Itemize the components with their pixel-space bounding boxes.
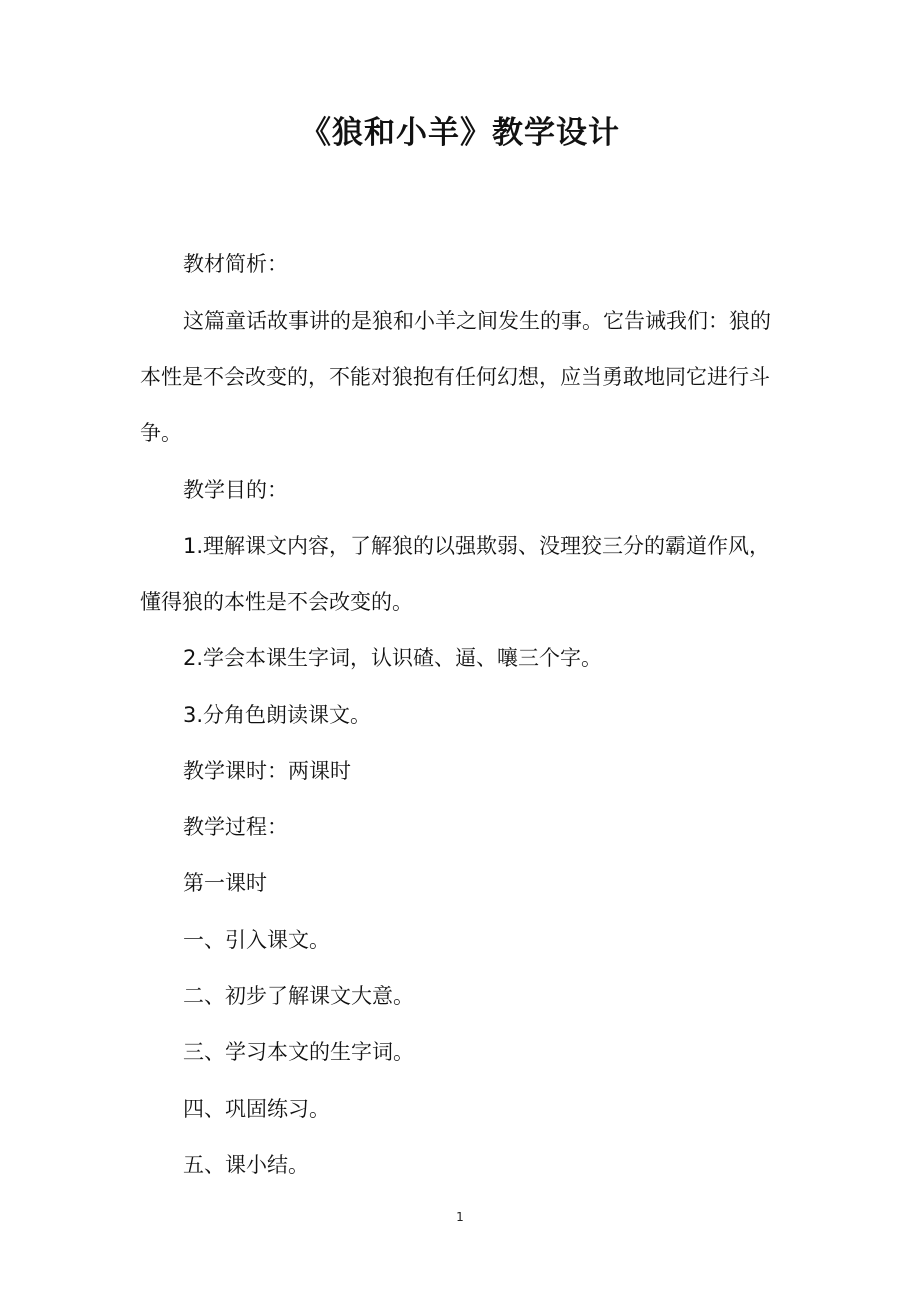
page-title: 《狼和小羊》教学设计 (300, 115, 620, 151)
lesson-heading: 第一课时 (183, 871, 267, 895)
process-step: 五、课小结。 (183, 1153, 309, 1177)
goals-heading: 教学目的： (183, 478, 288, 502)
goal-item: 3.分角色朗读课文。 (183, 703, 372, 727)
analysis-heading: 教材简析： (183, 252, 288, 276)
goal-item: 2.学会本课生字词，认识碴、逼、嚷三个字。 (183, 646, 603, 670)
page-number: 1 (456, 1210, 464, 1224)
process-heading: 教学过程： (183, 815, 288, 839)
teaching-hours: 教学课时：两课时 (183, 759, 351, 783)
process-step: 三、学习本文的生字词。 (183, 1040, 414, 1064)
process-step: 二、初步了解课文大意。 (183, 984, 414, 1008)
process-step: 四、巩固练习。 (183, 1097, 330, 1121)
goal-item: 1.理解课文内容，了解狼的以强欺弱、没理狡三分的霸道作风， (183, 534, 771, 558)
analysis-paragraph-line: 本性是不会改变的，不能对狼抱有任何幻想，应当勇敢地同它进行斗 (140, 365, 770, 389)
analysis-paragraph-line: 这篇童话故事讲的是狼和小羊之间发生的事。它告诫我们：狼的 (183, 309, 771, 333)
goal-item: 懂得狼的本性是不会改变的。 (140, 590, 413, 614)
process-step: 一、引入课文。 (183, 928, 330, 952)
analysis-paragraph-line: 争。 (140, 421, 182, 445)
